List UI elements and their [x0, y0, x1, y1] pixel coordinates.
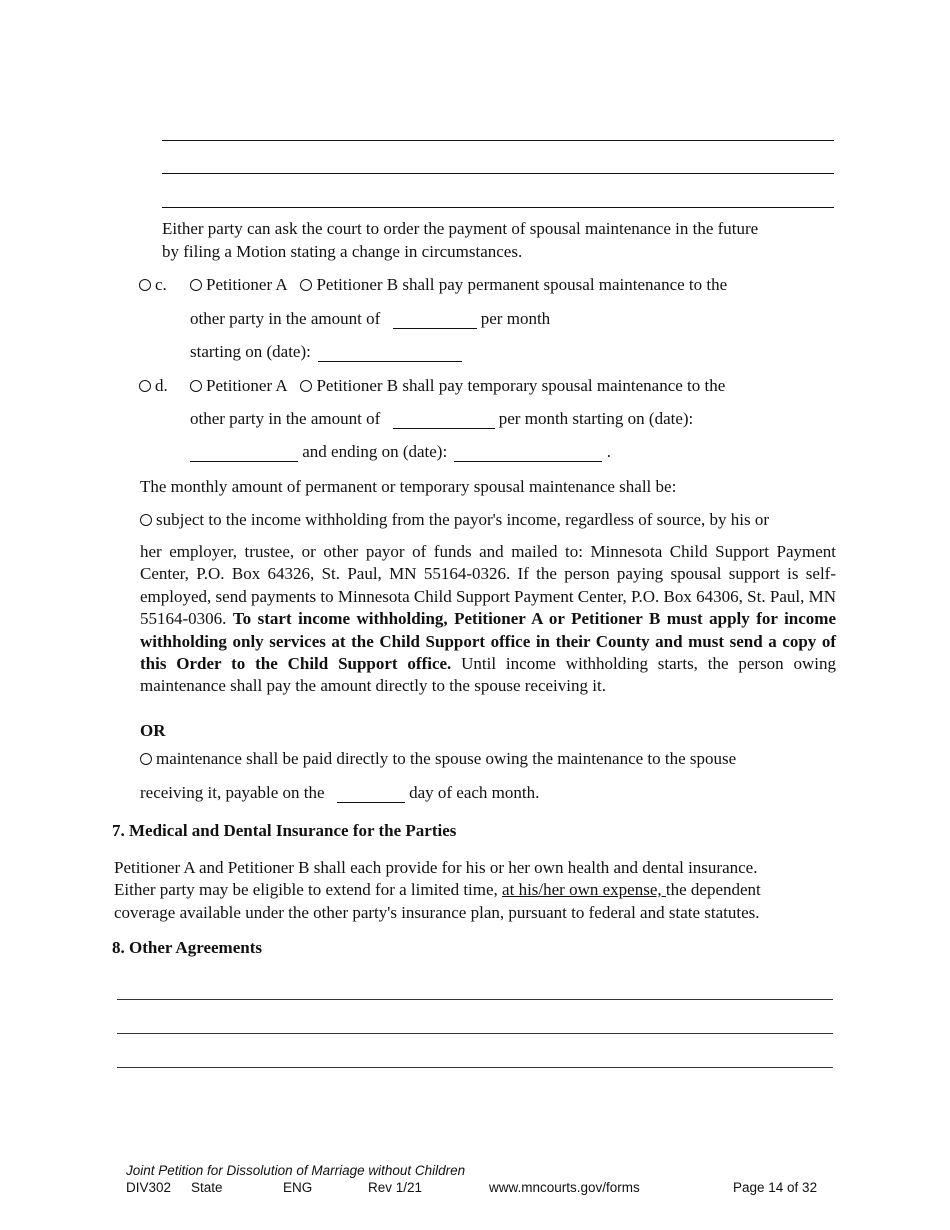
section-7-line-2-pre: Either party may be eligible to extend for a limited time,	[114, 880, 503, 899]
option-d-start-date-field[interactable]	[190, 443, 298, 462]
or-label: OR	[140, 721, 166, 740]
section-7-line-3: coverage available under the other party's insurance plan, pursuant to federal and state statutes.	[114, 903, 760, 922]
withholding-paragraph	[140, 541, 836, 698]
option-d-letter: d.	[155, 376, 168, 395]
direct-day-field[interactable]	[337, 784, 405, 803]
option-c-row	[139, 274, 167, 296]
other-agreements-line-3[interactable]	[117, 1067, 833, 1068]
option-c-petitioner-b-radio[interactable]	[300, 279, 312, 291]
other-agreements-line-1[interactable]	[117, 999, 833, 1000]
future-note-line-2: by filing a Motion stating a change in circumstances.	[162, 242, 523, 261]
withholding-para-normal: her employer, trustee, or other payor of funds and mailed to: Minnesota Child Support Payment Center, P.O. Box 64326, St. Paul, MN 55164-0326. If the person paying spousal support is self-employed, send payments to Minnesota Child Support Payment Center, P.O. Box 64306, St. Paul, MN 55164-0306.	[140, 542, 836, 629]
option-d-amount-field[interactable]	[393, 410, 495, 429]
option-d-end-date-field[interactable]	[454, 443, 602, 462]
direct-option-label: maintenance shall be paid directly to the spouse owing the maintenance to the spouse	[156, 749, 737, 768]
section-7-line-2-underlined: at his/her own expense,	[502, 880, 666, 899]
withholding-para-tail: Until income withholding starts, the person owing maintenance shall pay the amount directly to the spouse receiving it.	[140, 654, 837, 696]
footer-page-number: Page 14 of 32	[733, 1180, 818, 1195]
option-c-radio[interactable]	[139, 279, 151, 291]
option-d-dates-row	[190, 441, 611, 463]
option-c-petitioner-a-radio[interactable]	[190, 279, 202, 291]
footer-title: Joint Petition for Dissolution of Marriage without Children	[126, 1163, 466, 1178]
footer-language: ENG	[283, 1180, 313, 1195]
option-d-petitioner-a-radio[interactable]	[190, 380, 202, 392]
option-c-amount-label: other party in the amount of	[190, 309, 381, 328]
other-agreements-line-2[interactable]	[117, 1033, 833, 1034]
direct-payable-row	[140, 782, 539, 804]
option-d-period: .	[606, 442, 611, 461]
section-7-heading: 7. Medical and Dental Insurance for the Parties	[112, 821, 457, 840]
option-c-amount-row	[190, 308, 550, 330]
option-d-amount-label: other party in the amount of	[190, 409, 381, 428]
section-8-heading: 8. Other Agreements	[112, 938, 262, 957]
direct-payable-label: receiving it, payable on the	[140, 783, 325, 802]
footer-jurisdiction: State	[191, 1180, 223, 1195]
option-d-per-month-starting: per month starting on (date):	[498, 409, 694, 428]
option-c-petitioner-b-label: Petitioner B shall pay permanent spousal maintenance to the	[316, 275, 728, 294]
option-c-petitioner-a-label: Petitioner A	[206, 275, 288, 294]
monthly-intro: The monthly amount of permanent or temporary spousal maintenance shall be:	[140, 477, 677, 496]
section-7-line-2-post: the dependent	[665, 880, 761, 899]
footer-revision: Rev 1/21	[368, 1180, 423, 1195]
writein-line-2[interactable]	[162, 173, 834, 174]
section-7-line-2	[114, 879, 761, 901]
direct-option-row	[140, 748, 736, 770]
option-c-letter: c.	[155, 275, 167, 294]
option-d-petitioner-b-radio[interactable]	[300, 380, 312, 392]
withholding-radio[interactable]	[140, 514, 152, 526]
writein-line-1[interactable]	[162, 140, 834, 141]
writein-line-3[interactable]	[162, 207, 834, 208]
option-d-radio[interactable]	[139, 380, 151, 392]
option-c-starting-label: starting on (date):	[190, 342, 311, 361]
option-d-row	[139, 375, 168, 397]
option-d-payer-row	[190, 375, 725, 397]
future-note-line-1: Either party can ask the court to order the payment of spousal maintenance in the future	[162, 219, 759, 238]
option-c-payer-row	[190, 274, 727, 296]
option-c-amount-field[interactable]	[393, 310, 477, 329]
withholding-option-label: subject to the income withholding from the payor's income, regardless of source, by his or	[156, 510, 770, 529]
withholding-option-row	[140, 509, 769, 531]
footer-website: www.mncourts.gov/forms	[489, 1180, 640, 1195]
withholding-para-bold: To start income withholding, Petitioner A or Petitioner B must apply for income withholding only services at the Child Support office in their County and must send a copy of this Order to the Child Support office.	[140, 609, 837, 674]
option-d-ending-label: and ending on (date):	[302, 442, 448, 461]
option-c-start-row	[190, 341, 462, 363]
footer-form-code: DIV302	[126, 1180, 172, 1195]
option-d-amount-row	[190, 408, 693, 430]
option-d-petitioner-a-label: Petitioner A	[206, 376, 288, 395]
section-7-line-1: Petitioner A and Petitioner B shall each provide for his or her own health and dental insurance.	[114, 858, 758, 877]
direct-day-label: day of each month.	[409, 783, 540, 802]
direct-payment-radio[interactable]	[140, 753, 152, 765]
option-c-per-month: per month	[480, 309, 551, 328]
option-d-petitioner-b-label: Petitioner B shall pay temporary spousal maintenance to the	[316, 376, 726, 395]
option-c-start-date-field[interactable]	[318, 343, 462, 362]
